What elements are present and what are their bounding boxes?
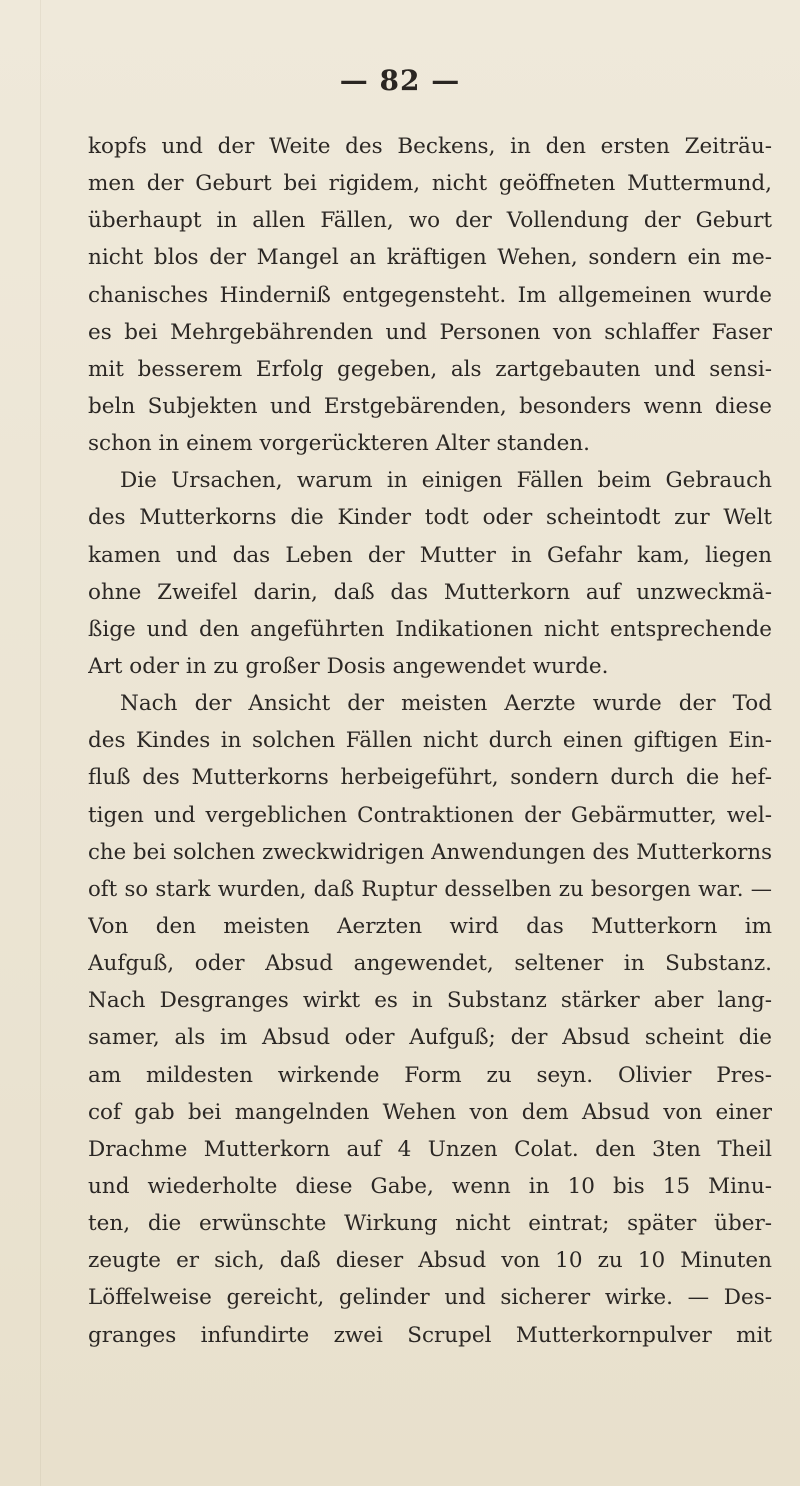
text-line: Von den meisten Aerzten wird das Mutterkorn im: [88, 913, 772, 939]
text-line: Nach der Ansicht der meisten Aerzte wurde der Tod: [120, 691, 772, 717]
page-number: — 82 —: [339, 64, 461, 97]
text-line: Art oder in zu großer Dosis angewendet wurde.: [88, 653, 609, 679]
text-line: und wiederholte diese Gabe, wenn in 10 bis 15 Minu-: [88, 1173, 772, 1199]
text-line: che bei solchen zweckwidrigen Anwendungen des Mutterkorns: [88, 839, 772, 865]
text-line: ten, die erwünschte Wirkung nicht eintrat; später über-: [88, 1211, 772, 1237]
text-line: beln Subjekten und Erstgebärenden, besonders wenn diese: [88, 393, 772, 419]
text-line: ohne Zweifel darin, daß das Mutterkorn auf unzweckmä-: [88, 579, 772, 605]
text-line: kamen und das Leben der Mutter in Gefahr kam, liegen: [88, 542, 772, 568]
text-line: kopfs und der Weite des Beckens, in den ersten Zeiträu-: [88, 134, 772, 159]
text-line: des Kindes in solchen Fällen nicht durch einen giftigen Ein-: [88, 728, 772, 754]
text-line: überhaupt in allen Fällen, wo der Vollendung der Geburt: [88, 208, 772, 234]
text-line: ßige und den angeführten Indikationen nicht entsprechende: [88, 616, 772, 642]
text-line: schon in einem vorgerückteren Alter standen.: [88, 431, 590, 457]
text-line: es bei Mehrgebährenden und Personen von schlaffer Faser: [88, 319, 772, 345]
text-line: des Mutterkorns die Kinder todt oder scheintodt zur Welt: [88, 505, 772, 531]
text-line: granges infundirte zwei Scrupel Mutterkornpulver mit: [88, 1322, 772, 1348]
text-line: fluß des Mutterkorns herbeigeführt, sondern durch die hef-: [88, 765, 772, 791]
body-text: [88, 128, 772, 1354]
text-line: Nach Desgranges wirkt es in Substanz stärker aber lang-: [88, 988, 772, 1014]
text-line: tigen und vergeblichen Contraktionen der Gebärmutter, wel-: [88, 802, 772, 828]
text-line: Aufguß, oder Absud angewendet, seltener in Substanz.: [88, 951, 772, 977]
text-line: zeugte er sich, daß dieser Absud von 10 zu 10 Minuten: [88, 1248, 772, 1274]
text-line: oft so stark wurden, daß Ruptur desselben zu besorgen war. —: [88, 876, 772, 902]
text-line: Drachme Mutterkorn auf 4 Unzen Colat. den 3ten Theil: [88, 1136, 772, 1162]
text-line: am mildesten wirkende Form zu seyn. Olivier Pres-: [88, 1062, 772, 1088]
text-line: nicht blos der Mangel an kräftigen Wehen, sondern ein me-: [88, 245, 772, 271]
text-line: men der Geburt bei rigidem, nicht geöffneten Muttermund,: [88, 171, 772, 197]
text-line: Die Ursachen, warum in einigen Fällen beim Gebrauch: [120, 468, 772, 494]
page-crease: [40, 0, 41, 1486]
text-line: samer, als im Absud oder Aufguß; der Absud scheint die: [88, 1025, 772, 1051]
text-line: Löffelweise gereicht, gelinder und sicherer wirke. — Des-: [88, 1285, 772, 1311]
text-line: cof gab bei mangelnden Wehen von dem Absud von einer: [88, 1099, 772, 1125]
text-line: mit besserem Erfolg gegeben, als zartgebauten und sensi-: [88, 356, 772, 382]
text-line: chanisches Hinderniß entgegensteht. Im allgemeinen wurde: [88, 282, 772, 308]
